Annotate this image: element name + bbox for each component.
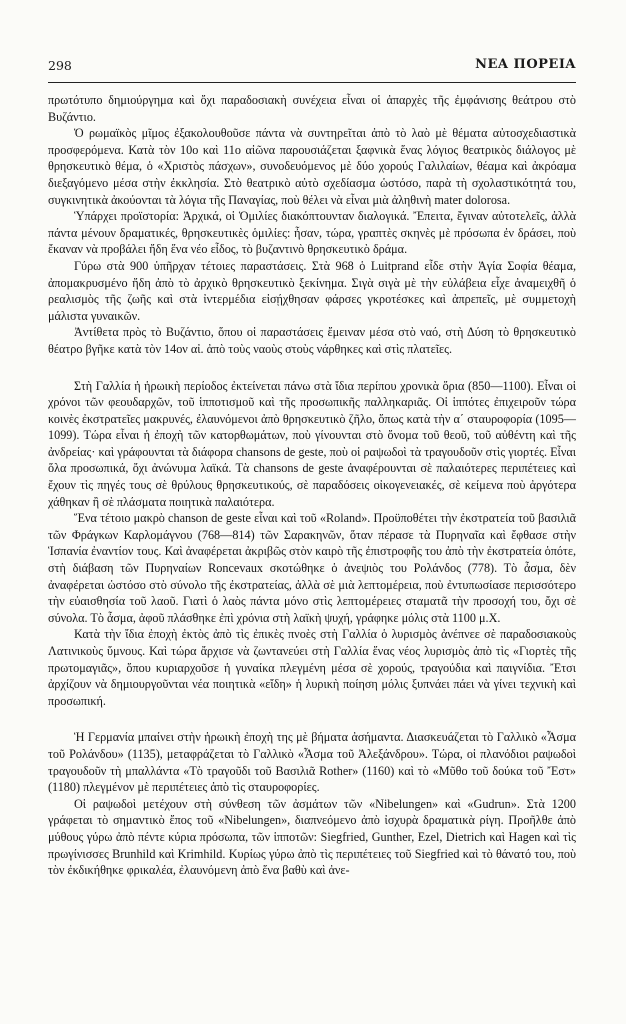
- section-break: [48, 709, 576, 729]
- paragraph: Γύρω στὰ 900 ὑπῆρχαν τέτοιες παραστάσεις. Στὰ 968 ὁ Luitprand εἶδε στὴν Ἁγία Σοφία θέαμα, ἀπομακρυσμένο ἤδη ἀπὸ τὸ ἀρχικὸ θρησκευτικὸ ξεκίνημα. Σιγὰ σιγὰ μὲ τὴν εὐλάβεια εἶχε ἀναμειχθῆ ὁ ρεαλισμὸς τῆς ζωῆς καὶ στὰ ἰντερμέδια εἰσῄχθησαν φάρσες γκροτέσκες καὶ ἀπρεπεῖς, μὲ συμμετοχὴ μάλιστα γυναικῶν.: [48, 258, 576, 323]
- section-break: [48, 358, 576, 378]
- paragraph: Ἀντίθετα πρὸς τὸ Βυζάντιο, ὅπου οἱ παραστάσεις ἔμειναν μέσα στὸ ναό, στὴ Δύση τὸ θρησκευτικὸ θέατρο βγῆκε κατὰ τὸν 14ον αἰ. ἀπὸ τοὺς ναοὺς στοὺς νάρθηκες καὶ στὶς πλατεῖες.: [48, 325, 576, 356]
- paragraph: Ὑπάρχει προϊστορία: Ἀρχικά, οἱ Ὁμιλίες διακόπτουνταν διαλογικά. Ἔπειτα, ἔγιναν αὐτοτελεῖς, ἀλλὰ πάντα μένουν δραματικές, θρησκευτικὲς ὁμιλίες: ἦσαν, τώρα, γραπτὲς σκηνὲς μὲ πρόσωπα ἐν δράσει, ποὺ ἔκαναν νὰ προβάλει ἤδη ἕνα νέο εἶδος, τὸ βυζαντινὸ θρησκευτικὸ δράμα.: [48, 209, 576, 257]
- paragraph: Στὴ Γαλλία ἡ ἡρωικὴ περίοδος ἐκτείνεται πάνω στὰ ἴδια περίπου χρονικὰ ὅρια (850—1100). Εἶναι οἱ χρόνοι τῶν φεουδαρχῶν, τοῦ ἱπποτισμοῦ καὶ τῆς προσωπικῆς παλληκαριᾶς. Οἱ ἱππότες ἐπιχειροῦν τώρα κοινὲς ἐκστρατεῖες μακρυνές, ἐλαυνόμενοι ἀπὸ θρησκευτικὸ ζῆλο, ὅπως κατὰ τὴν α΄ σταυροφορία (1095—1099). Τώρα εἶναι ἡ ἐποχὴ τῶν κατορθωμάτων, ποὺ γίνουνται στὸ ὄνομα τοῦ θεοῦ, τοῦ αὐθέντη καὶ τῆς ἀνδρείας· καὶ γράφουνται τὰ διάφορα chansons de geste, ποὺ οἱ ραψωδοὶ τὰ τραγουδοῦν στὶς γιορτές. Εἶναι ὅλα προσωπικά, ὄχι ἀνώνυμα λαϊκά. Τὰ chansons de geste ἀναφέρουνται σὲ παλαιότερες περιπέτειες καὶ ἔχουν τὶς πηγές τους σὲ θρύλους θρησκευτικούς, σὲ παραδόσεις οἰκογενειακές, σὲ κείμενα ποὺ ἀργότερα χάθηκαν ἢ σὲ πλάσματα ποιητικὰ παλαιότερα.: [48, 378, 576, 509]
- page-header: [48, 58, 576, 78]
- page-number: 298: [48, 58, 72, 73]
- paragraph: Ὁ ρωμαϊκὸς μῖμος ἐξακολουθοῦσε πάντα νὰ συντηρεῖται ἀπὸ τὸ λαὸ μὲ θέματα αὐτοσχεδιαστικὰ προσφερόμενα. Κατὰ τὸν 10ο καὶ 11ο αἰῶνα παρουσιάζεται ξαφνικὰ ἕνας λόγιος θεατρικὸς διάλογος μὲ θρησκευτικὸ θέμα, ὁ «Χριστὸς πάσχων», συνοδευόμενος μὲ δύο χορούς Γαλιλαίων, θέαμα καὶ ἀκρόαμα διεξαγόμενο μέσα στὴν ἐκκλησία. Στὸ θεατρικὸ αὐτὸ σχεδίασμα ὡστόσο, παρὰ τὴ σχολαστικότητά του, συγκινητικὰ ἀκούονται τὰ λόγια τῆς Παναγίας, ποὺ θέλει νὰ εἶναι μιὰ ἀληθινὴ mater dolorosa.: [48, 126, 576, 207]
- paragraph: Οἱ ραψωδοὶ μετέχουν στὴ σύνθεση τῶν ἀσμάτων τῶν «Nibelungen» καὶ «Gudrun». Στὰ 1200 γράφεται τὸ σημαντικὸ ἔπος τοῦ «Nibelungen», διαπνεόμενο ἀπὸ ἰσχυρὰ δραματικὰ ρίγη. Προῆλθε ἀπὸ μύθους γύρω ἀπὸ πέντε κύρια πρόσωπα, τῶν ἱπποτῶν: Siegfried, Gunther, Ezel, Dietrich καὶ Hagen καὶ τὶς πρωγίνισσες Brunhild καὶ Krimhild. Κυρίως γύρω ἀπὸ τὶς περιπέτειες τοῦ Siegfried καὶ τὸ θάνατό του, ποὺ τὸν ἐκδικήθηκε φρικαλέα, ἐλαυνόμενη ἀπὸ ἕνα βαθὺ καὶ ἀνε-: [48, 796, 576, 878]
- paragraph: πρωτότυπο δημιούργημα καὶ ὄχι παραδοσιακὴ συνέχεια εἶναι οἱ ἀπαρχὲς τῆς ἐμφάνισης θεάτρου στὸ Βυζάντιο.: [48, 93, 576, 124]
- paragraph: Κατὰ τὴν ἴδια ἐποχὴ ἐκτὸς ἀπὸ τὶς ἐπικὲς πνοὲς στὴ Γαλλία ὁ λυρισμὸς ἀνέπνεε σὲ παραδοσιακοὺς Λατινικοὺς ὕμνους. Καὶ τώρα ἄρχισε νὰ ζωντανεύει στὴ Γαλλία ἕνας νέος λυρισμὸς ἀπὸ τὶς «Γιορτὲς τῆς πρωτομαγιᾶς», ὅπου κυριαρχοῦσε ἡ γυναίκα πλεγμένη μέσα σὲ χορούς, τραγούδια καὶ παιγνίδια. Ἔτσι ἀρχίζουν νὰ δημιουργοῦνται νέα ποιητικὰ «εἴδη» ἡ λυρικὴ ποίηση μόλις ξυπνάει πάει νὰ γίνει τεχνικὴ καὶ προσωπική.: [48, 627, 576, 708]
- header-rule: [48, 82, 576, 83]
- running-title: ΝΕΑ ΠΟΡΕΙΑ: [475, 57, 576, 72]
- paragraph: Ἡ Γερμανία μπαίνει στὴν ἡρωικὴ ἐποχὴ της μὲ βήματα ἀσήμαντα. Διασκευάζεται τὸ Γαλλικὸ «Ἆσμα τοῦ Ρολάνδου» (1135), μεταφράζεται τὸ Γαλλικὸ «Ἆσμα τοῦ Ἀλεξάνδρου». Τώρα, οἱ πλανόδιοι ραψωδοὶ τραγουδοῦν τὴ μπαλλάντα «Τὸ τραγοῦδι τοῦ Βασιλιᾶ Rother» (1160) καὶ τὸ «Μῦθο τοῦ δούκα τοῦ Ἔστ» (1180) πλεγμένον μὲ περιπέτειες ἀπὸ τὶς σταυροφορίες.: [48, 730, 576, 795]
- body-text: [48, 92, 576, 879]
- paragraph: Ἕνα τέτοιο μακρὸ chanson de geste εἶναι καὶ τοῦ «Roland». Προϋποθέτει τὴν ἐκστρατεία τοῦ βασιλιᾶ τῶν Φράγκων Καρλομάγνου (768—814) τῶν Σαρακηνῶν, ὅταν πέρασε τὰ Πυρηναῖα καὶ ἔφθασε στὴν Ἱσπανία ἐναντίον τους. Καὶ ἀναφέρεται ἀκριβῶς στὸν καιρὸ τῆς ἐπιστροφῆς του ἀπὸ τὴν ἐκστρατεία ὁπότε, στὴ διάβαση τῶν Πυρηναίων Roncevaux σκοτώθηκε ὁ ἀνεψιὸς του Ρολάνδος (778). Τὸ ἆσμα, δὲν ἀναφέρεται ὡστόσο στὸ σύνολο τῆς ἐκστρατείας, ἀλλὰ σὲ μιὰ λεπτομέρεια, ποὺ ἐντυπωσίασε περισσότερο τὴν εὐαισθησία τοῦ λαοῦ. Γιατὶ ὁ λαὸς πάντα μόνο στὶς λεπτομέρειες σταματᾶ τὴν προσοχή του, ὄχι σὲ σύνολα. Τὸ ἆσμα, ἀφοῦ πλάσθηκε ἐπὶ χρόνια στὴ λαϊκὴ ψυχή, γράφηκε μόλις στὰ 1100 μ.Χ.: [48, 511, 576, 625]
